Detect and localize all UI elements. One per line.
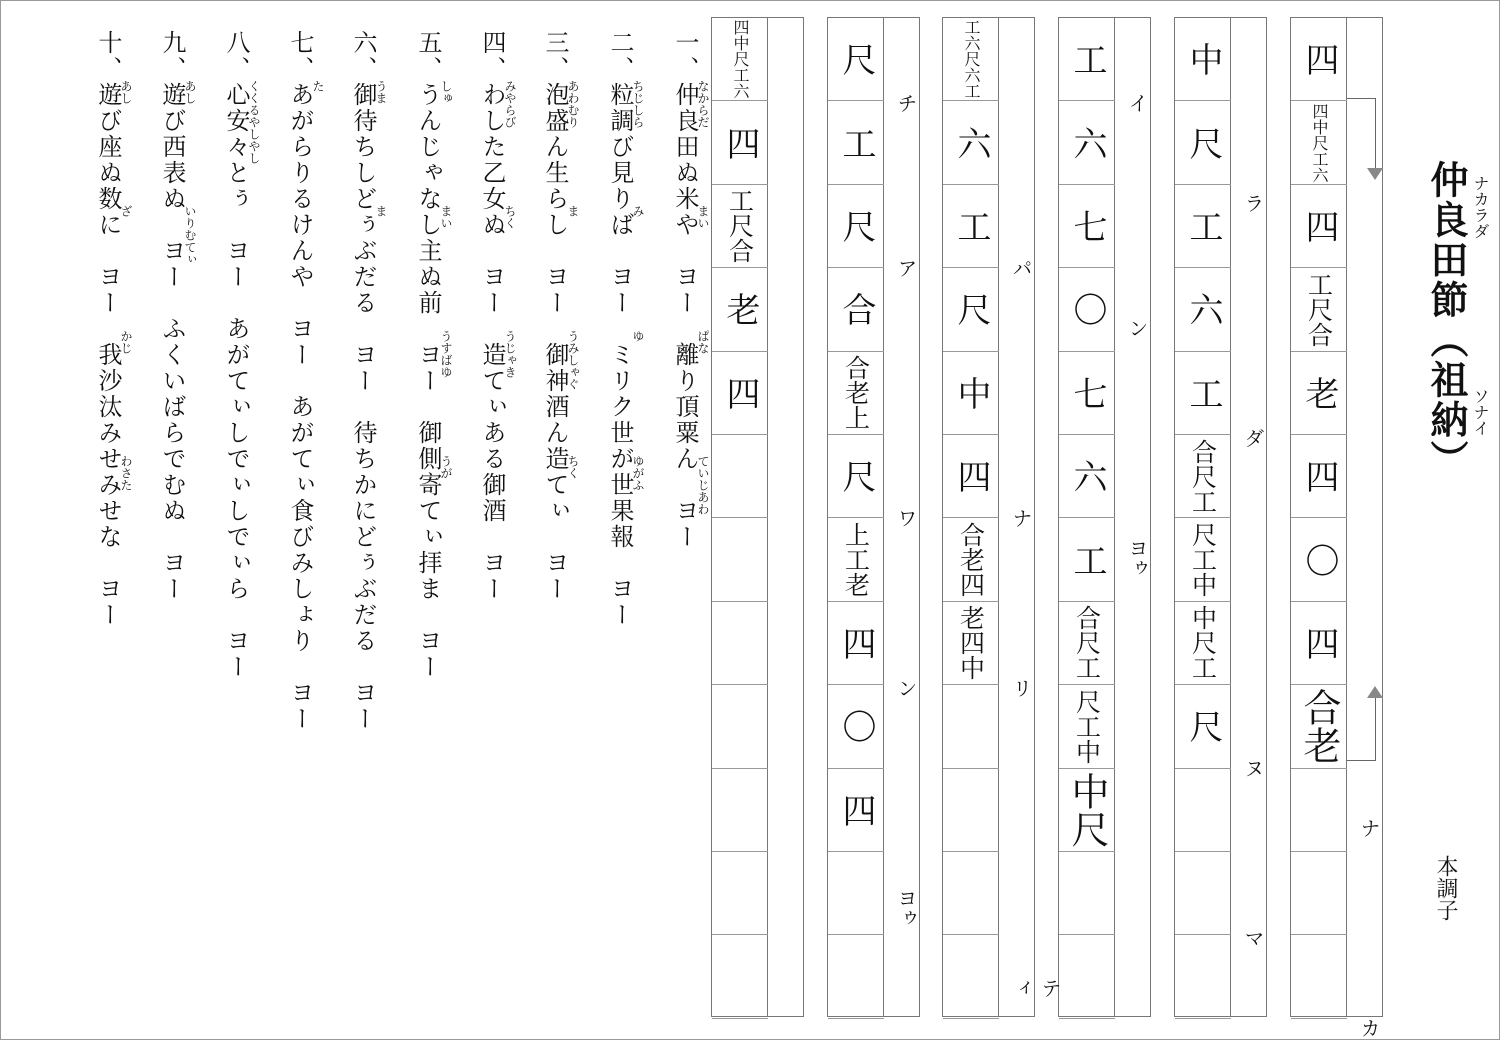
score-cell bbox=[1175, 18, 1231, 101]
furigana: ざ bbox=[119, 205, 133, 217]
note-text: 四 bbox=[1299, 208, 1339, 243]
score-cell bbox=[712, 769, 768, 852]
lyric-syllable: ヌ bbox=[1241, 758, 1265, 778]
score-column bbox=[942, 17, 1062, 1017]
score-cell bbox=[1175, 435, 1231, 518]
score-cell bbox=[1291, 935, 1347, 1018]
note-text: 工尺合 bbox=[1304, 271, 1334, 347]
lyric-syllable: マ bbox=[1241, 928, 1265, 948]
note-text: 合老四 bbox=[956, 522, 986, 598]
score-cell bbox=[1059, 518, 1115, 601]
score-cell bbox=[1291, 769, 1347, 852]
furigana: ゆ bbox=[631, 330, 645, 342]
score-cell bbox=[1291, 185, 1347, 268]
score-cell bbox=[828, 518, 884, 601]
lyric-syllable: リ bbox=[1009, 678, 1033, 698]
furigana: くくるやしやし bbox=[247, 80, 261, 164]
furigana: かじ bbox=[119, 330, 133, 354]
note-text: 四中尺工六 bbox=[1310, 102, 1329, 183]
score-note-lane bbox=[1059, 18, 1115, 1016]
furigana: あし bbox=[183, 80, 197, 104]
score-cell bbox=[1291, 268, 1347, 351]
score-cell bbox=[712, 852, 768, 935]
lyric-verse: 一、仲良田ぬ米や ヨー 離り頂粟ん ヨー bbox=[671, 30, 699, 550]
note-text: 四中尺工六 bbox=[731, 19, 750, 100]
note-text: 工 bbox=[1183, 375, 1223, 410]
score-note-lane bbox=[943, 18, 999, 1016]
score-cell bbox=[943, 101, 999, 184]
score-cell bbox=[1291, 518, 1347, 601]
score-cell bbox=[1059, 18, 1115, 101]
lyric-syllable: ダ bbox=[1241, 428, 1265, 448]
score-column bbox=[711, 17, 804, 1017]
lyric-verse: 三、泡盛ん生らし ヨー 御神酒ん造てぃ ヨー bbox=[541, 30, 569, 602]
score-cell bbox=[712, 685, 768, 768]
lyric-syllable: ア bbox=[894, 258, 918, 278]
note-text: 尺 bbox=[1183, 125, 1223, 160]
score-cell bbox=[1291, 101, 1347, 184]
note-text: 六 bbox=[951, 125, 991, 160]
furigana: た bbox=[311, 80, 325, 92]
lyric-syllable: ワ bbox=[894, 508, 918, 528]
lyric-verse: 九、遊び西表ぬ ヨー ふくいばらでむぬ ヨー bbox=[158, 30, 186, 602]
note-text: 尺工中 bbox=[1188, 522, 1218, 598]
score-cell bbox=[1059, 852, 1115, 935]
note-text: 合老上 bbox=[841, 355, 871, 431]
score-cell bbox=[1059, 101, 1115, 184]
note-text: 尺 bbox=[951, 292, 991, 327]
lyric-verse: 四、わした乙女ぬ ヨー 造てぃある御酒 ヨー bbox=[478, 30, 506, 602]
score-cell bbox=[1059, 602, 1115, 685]
score-cell bbox=[1291, 602, 1347, 685]
score-cell bbox=[943, 685, 999, 768]
note-text: 尺 bbox=[1183, 709, 1223, 744]
score-note-lane bbox=[1291, 18, 1347, 1016]
note-text: 四 bbox=[1299, 42, 1339, 77]
note-text: 四 bbox=[1299, 459, 1339, 494]
note-text: 四 bbox=[836, 792, 876, 827]
score-cell bbox=[1059, 352, 1115, 435]
furigana: しゅ bbox=[439, 80, 453, 104]
lyric-verse: 二、粒調び見りば ヨー ミリク世が世果報 ヨー bbox=[606, 30, 634, 628]
furigana: ぱな bbox=[696, 330, 710, 354]
score-cell bbox=[943, 268, 999, 351]
score-cell bbox=[1291, 18, 1347, 101]
score-cell bbox=[828, 185, 884, 268]
score-cell bbox=[1291, 852, 1347, 935]
furigana: なからだ bbox=[696, 80, 710, 128]
note-text: 尺 bbox=[836, 42, 876, 77]
note-text: 中尺 bbox=[1065, 771, 1109, 848]
score-cell bbox=[1175, 101, 1231, 184]
score-cell bbox=[943, 769, 999, 852]
note-text: 六 bbox=[1067, 459, 1107, 494]
score-cell bbox=[1059, 769, 1115, 852]
note-text: 中 bbox=[951, 375, 991, 410]
note-text: 七 bbox=[1067, 375, 1107, 410]
note-text: 工尺合 bbox=[725, 188, 755, 264]
note-text: 〇 bbox=[1067, 292, 1107, 327]
score-cell bbox=[1291, 352, 1347, 435]
score-cell bbox=[712, 185, 768, 268]
furigana: まい bbox=[696, 205, 710, 229]
score-cell bbox=[712, 352, 768, 435]
score-cell bbox=[943, 602, 999, 685]
furigana: ていじあわ bbox=[696, 455, 710, 515]
note-text: 上工老 bbox=[841, 522, 871, 598]
score-cell bbox=[828, 18, 884, 101]
lyric-syllable: ヨゥ bbox=[894, 888, 918, 928]
score-cell bbox=[943, 935, 999, 1018]
note-text: 四 bbox=[720, 125, 760, 160]
furigana: うま bbox=[374, 80, 388, 104]
furigana: あわむり bbox=[566, 80, 580, 128]
score-cell bbox=[1175, 518, 1231, 601]
score-cell bbox=[1175, 852, 1231, 935]
score-cell bbox=[828, 769, 884, 852]
repeat-arrow-bottom bbox=[1347, 698, 1376, 761]
furigana: あし bbox=[119, 80, 133, 104]
note-text: 六 bbox=[1183, 292, 1223, 327]
title-ruby-nakarada: ナカラダ bbox=[1471, 175, 1490, 239]
note-text: 〇 bbox=[1299, 542, 1339, 577]
score-cell bbox=[1059, 185, 1115, 268]
score-cell bbox=[828, 435, 884, 518]
lyric-verse: 八、心安々とぅ ヨー あがてぃしでぃしでぃら ヨー bbox=[222, 30, 250, 680]
lyric-syllable: ン bbox=[1125, 318, 1149, 338]
furigana: まい bbox=[439, 205, 453, 229]
note-text: 老 bbox=[720, 292, 760, 327]
score-cell bbox=[712, 268, 768, 351]
score-cell bbox=[943, 185, 999, 268]
score-cell bbox=[1175, 268, 1231, 351]
score-cell bbox=[1175, 185, 1231, 268]
furigana: うみしゃぐ bbox=[566, 330, 580, 390]
note-text: 六 bbox=[1067, 125, 1107, 160]
lyric-syllable: ン bbox=[894, 678, 918, 698]
score-cell bbox=[828, 852, 884, 935]
note-text: 工 bbox=[1067, 542, 1107, 577]
tuning-label: 本調子 bbox=[1433, 855, 1458, 921]
score-note-lane bbox=[1175, 18, 1231, 1016]
furigana: ちじしら bbox=[631, 80, 645, 128]
score-cell bbox=[712, 435, 768, 518]
note-text: 四 bbox=[951, 459, 991, 494]
furigana: ま bbox=[374, 205, 388, 217]
lyric-syllable: ティ bbox=[1009, 978, 1062, 998]
note-text: 合尺工 bbox=[1188, 438, 1218, 514]
furigana: うすばゆ bbox=[439, 330, 453, 378]
score-cell bbox=[943, 852, 999, 935]
note-text: 四 bbox=[720, 375, 760, 410]
score-column bbox=[1058, 17, 1151, 1017]
score-cell bbox=[943, 18, 999, 101]
note-text: 工六尺六工 bbox=[962, 19, 981, 100]
score-cell bbox=[712, 602, 768, 685]
score-cell bbox=[712, 518, 768, 601]
furigana: みやらび bbox=[503, 80, 517, 128]
score-cell bbox=[1059, 685, 1115, 768]
score-cell bbox=[1291, 435, 1347, 518]
score-note-lane bbox=[828, 18, 884, 1016]
lyric-syllable: ヨゥ bbox=[1125, 538, 1149, 578]
note-text: 〇 bbox=[836, 709, 876, 744]
furigana: ま bbox=[566, 205, 580, 217]
score-cell bbox=[1059, 935, 1115, 1018]
score-cell bbox=[828, 602, 884, 685]
note-text: 工 bbox=[1183, 208, 1223, 243]
lyric-syllable: イ bbox=[1125, 93, 1149, 113]
score-cell bbox=[1291, 685, 1347, 768]
score-cell bbox=[943, 518, 999, 601]
lyric-syllable: カ bbox=[1357, 1018, 1381, 1038]
note-text: 中 bbox=[1183, 42, 1223, 77]
lyric-verse: 五、うんじゃなし主ぬ前 ヨー 御側寄てぃ拝ま ヨー bbox=[414, 30, 442, 680]
note-text: 老四中 bbox=[956, 605, 986, 681]
furigana: うが bbox=[439, 455, 453, 479]
lyric-verse: 六、御待ちしどぅぶだる ヨー 待ちかにどぅぶだる ヨー bbox=[349, 30, 377, 732]
furigana: いりむてぃ bbox=[183, 205, 197, 265]
note-text: 四 bbox=[1299, 625, 1339, 660]
score-note-lane bbox=[712, 18, 768, 1016]
score-cell bbox=[1175, 685, 1231, 768]
furigana: わさた bbox=[119, 455, 133, 491]
note-text: 四 bbox=[836, 625, 876, 660]
score-cell bbox=[712, 101, 768, 184]
note-text: 合 bbox=[836, 292, 876, 327]
note-text: 中尺工 bbox=[1188, 605, 1218, 681]
score-cell bbox=[828, 685, 884, 768]
score-cell bbox=[1059, 435, 1115, 518]
score-cell bbox=[943, 352, 999, 435]
arrow-down-icon bbox=[1367, 168, 1383, 180]
furigana: うじゃき bbox=[503, 330, 517, 378]
score-cell bbox=[1175, 769, 1231, 852]
title-ruby-sonai: ソナイ bbox=[1471, 388, 1490, 436]
score-cell bbox=[1175, 935, 1231, 1018]
lyric-syllable: チ bbox=[894, 93, 918, 113]
lyric-syllable: ナ bbox=[1357, 818, 1381, 838]
note-text: 合尺工 bbox=[1072, 605, 1102, 681]
lyric-verse: 十、遊び座ぬ数に ヨー 我沙汰みせみせな ヨー bbox=[94, 30, 122, 628]
lyric-syllable: ラ bbox=[1241, 193, 1265, 213]
score-cell bbox=[828, 268, 884, 351]
note-text: 工 bbox=[951, 208, 991, 243]
note-text: 合老 bbox=[1297, 688, 1341, 765]
score-cell bbox=[828, 935, 884, 1018]
note-text: 尺工中 bbox=[1072, 688, 1102, 764]
note-text: 工 bbox=[836, 125, 876, 160]
note-text: 工 bbox=[1067, 42, 1107, 77]
furigana: み bbox=[631, 205, 645, 217]
lyric-verse: 七、あがらりるけんや ヨー あがてぃ食びみしょり ヨー bbox=[286, 30, 314, 732]
repeat-arrow-top bbox=[1347, 98, 1376, 169]
furigana: ゆがふ bbox=[631, 455, 645, 491]
score-cell bbox=[712, 18, 768, 101]
score-cell bbox=[828, 101, 884, 184]
note-text: 七 bbox=[1067, 208, 1107, 243]
page-title: 仲良田節（祖納） bbox=[1424, 160, 1469, 480]
score-column bbox=[1174, 17, 1267, 1017]
furigana: ちく bbox=[503, 205, 517, 229]
score-cell bbox=[1175, 352, 1231, 435]
furigana: ちく bbox=[566, 455, 580, 479]
note-text: 尺 bbox=[836, 208, 876, 243]
score-cell bbox=[828, 352, 884, 435]
score-cell bbox=[1175, 602, 1231, 685]
note-text: 尺 bbox=[836, 459, 876, 494]
score-column bbox=[827, 17, 920, 1017]
score-cell bbox=[943, 435, 999, 518]
score-cell bbox=[1059, 268, 1115, 351]
arrow-up-icon bbox=[1367, 686, 1383, 698]
score-cell bbox=[712, 935, 768, 1018]
note-text: 老 bbox=[1299, 375, 1339, 410]
lyric-syllable: ナ bbox=[1009, 508, 1033, 528]
lyric-syllable: パ bbox=[1009, 258, 1033, 278]
